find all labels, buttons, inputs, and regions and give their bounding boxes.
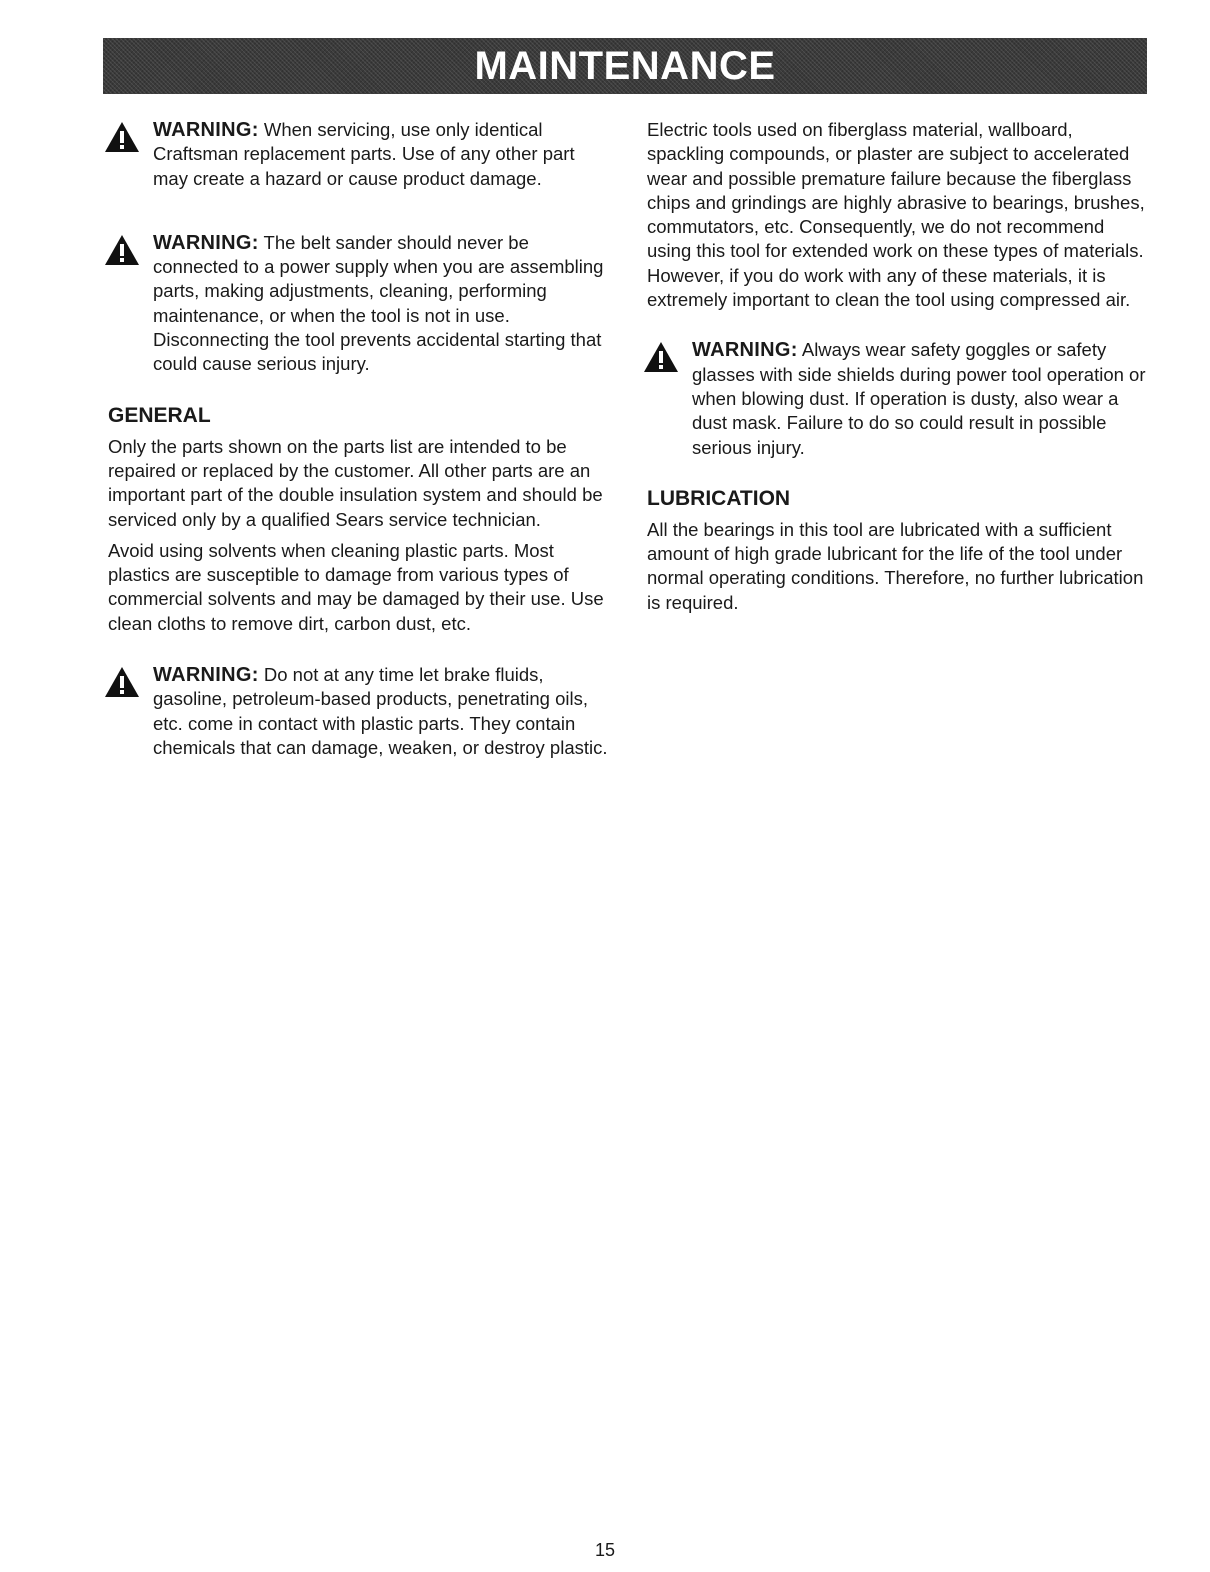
warning-label: WARNING: — [153, 231, 259, 254]
left-column — [108, 118, 613, 760]
warning-triangle-icon — [643, 341, 679, 373]
warning-label: WARNING: — [153, 119, 259, 141]
section-banner — [103, 38, 1147, 94]
page-title: MAINTENANCE — [474, 44, 776, 88]
warning-disconnect-power — [108, 231, 613, 377]
warning-chemicals — [108, 663, 613, 760]
general-heading: GENERAL — [108, 403, 211, 427]
general-paragraph-parts: Only the parts shown on the parts list are intended to be repaired or replaced by the customer. All other parts are an important part of the double insulation system and should be serviced only by a qualified Sears service technician. — [108, 435, 603, 530]
warning-triangle-icon — [104, 666, 140, 698]
right-column — [647, 118, 1147, 615]
warning-triangle-icon — [104, 121, 140, 153]
warning-replacement-parts — [108, 118, 613, 191]
general-section — [108, 403, 613, 636]
warning-text: When servicing, use only identical Craftsman replacement parts. Use of any other part may create a hazard or cause product damage. — [153, 119, 575, 189]
warning-label: WARNING: — [692, 339, 798, 362]
warning-text: The belt sander should never be connected to a power supply when you are assembling parts, making adjustments, cleaning, performing maintenance, or when the tool is not in use. Disconnecting the tool prevents accidental starting that could cause serious injury. — [153, 231, 604, 375]
warning-label: WARNING: — [153, 664, 259, 687]
general-paragraph-solvents: Avoid using solvents when cleaning plastic parts. Most plastics are susceptible to damage from various types of commercial solvents and may be damaged by their use. Use clean cloths to remove dirt, carbon dust, etc. — [108, 539, 604, 634]
lubrication-section — [647, 486, 1147, 615]
lubrication-paragraph: All the bearings in this tool are lubricated with a sufficient amount of high grade lubricant for the life of the tool under normal operating conditions. Therefore, no further lubrication is required. — [647, 518, 1144, 613]
lubrication-heading: LUBRICATION — [647, 486, 791, 510]
warning-text: Do not at any time let brake fluids, gasoline, petroleum-based products, penetrating oils, etc. come in contact with plastic parts. They contain chemicals that can damage, weaken, or destroy plastic. — [153, 664, 608, 758]
warning-text: Always wear safety goggles or safety glasses with side shields during power tool operation or when blowing dust. If operation is dusty, also wear a dust mask. Failure to do so could result in possible serious injury. — [692, 339, 1146, 458]
page-number: 15 — [594, 1540, 616, 1560]
fiberglass-paragraph: Electric tools used on fiberglass material, wallboard, spackling compounds, or plaster are subject to accelerated wear and possible premature failure because the fiberglass chips and grindings are highly abrasive to bearings, brushes, commutators, etc. Consequently, we do not recommend using this tool for extended work on these types of materials. However, if you do work with any of these materials, it is extremely important to clean the tool using compressed air. — [647, 119, 1145, 311]
warning-triangle-icon — [104, 234, 140, 266]
warning-safety-goggles — [647, 338, 1147, 459]
